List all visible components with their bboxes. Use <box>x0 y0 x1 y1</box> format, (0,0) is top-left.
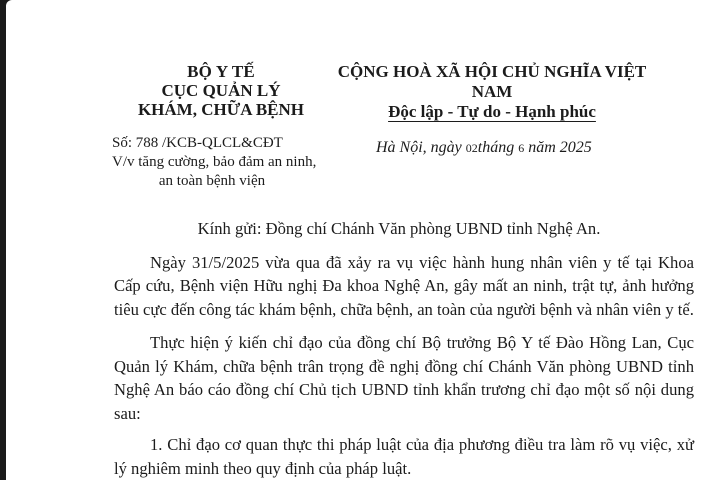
letter-body <box>114 217 694 480</box>
issuing-agency <box>106 62 336 119</box>
month-prefix: tháng <box>477 139 519 156</box>
place-prefix: Hà Nội, ngày <box>376 139 466 156</box>
document-page <box>6 0 720 480</box>
date-month: 6 <box>518 141 525 155</box>
addressee: Kính gửi: Đồng chí Chánh Văn phòng UBND tỉnh Nghệ An. <box>197 219 601 238</box>
date-year: năm 2025 <box>524 139 592 156</box>
paragraph-item-1: 1. Chỉ đạo cơ quan thực thi pháp luật của địa phương điều tra làm rõ vụ việc, xử lý nghiêm minh theo quy định của pháp luật. <box>114 435 694 478</box>
nation-name: CỘNG HOÀ XÃ HỘI CHỦ NGHĨA VIỆT NAM <box>337 62 647 101</box>
agency-ministry: BỘ Y TẾ <box>187 62 255 81</box>
nation-motto: Độc lập - Tự do - Hạnh phúc <box>388 102 596 121</box>
agency-department: CỤC QUẢN LÝ <box>161 81 281 100</box>
document-subject-2: an toàn bệnh viện <box>158 173 266 189</box>
paragraph-request: Thực hiện ý kiến chỉ đạo của đồng chí Bộ trưởng Bộ Y tế Đào Hồng Lan, Cục Quản lý Khám, chữa bệnh trân trọng đề nghị đồng chí Chánh Văn phòng UBND tỉnh Nghệ An báo cáo đồng chí Chủ tịch UBND tỉnh khẩn trương chỉ đạo một số nội dung sau: <box>114 333 694 423</box>
place-date <box>376 138 676 158</box>
paragraph-incident: Ngày 31/5/2025 vừa qua đã xảy ra vụ việc hành hung nhân viên y tế tại Khoa Cấp cứu, Bệnh viện Hữu nghị Đa khoa Nghệ An, gây mất an ninh, trật tự, ảnh hưởng tiêu cực đến công tác khám bệnh, chữa bệnh, an toàn của người bệnh và nhân viên y tế. <box>114 252 694 319</box>
agency-department-2: KHÁM, CHỮA BỆNH <box>137 100 305 119</box>
document-number: Số: 788 /KCB-QLCL&CĐT <box>112 135 283 151</box>
date-day: 02 <box>465 141 478 155</box>
document-subject-1: V/v tăng cường, bảo đảm an ninh, <box>112 154 317 170</box>
document-reference <box>112 134 332 191</box>
national-motto <box>324 62 660 122</box>
